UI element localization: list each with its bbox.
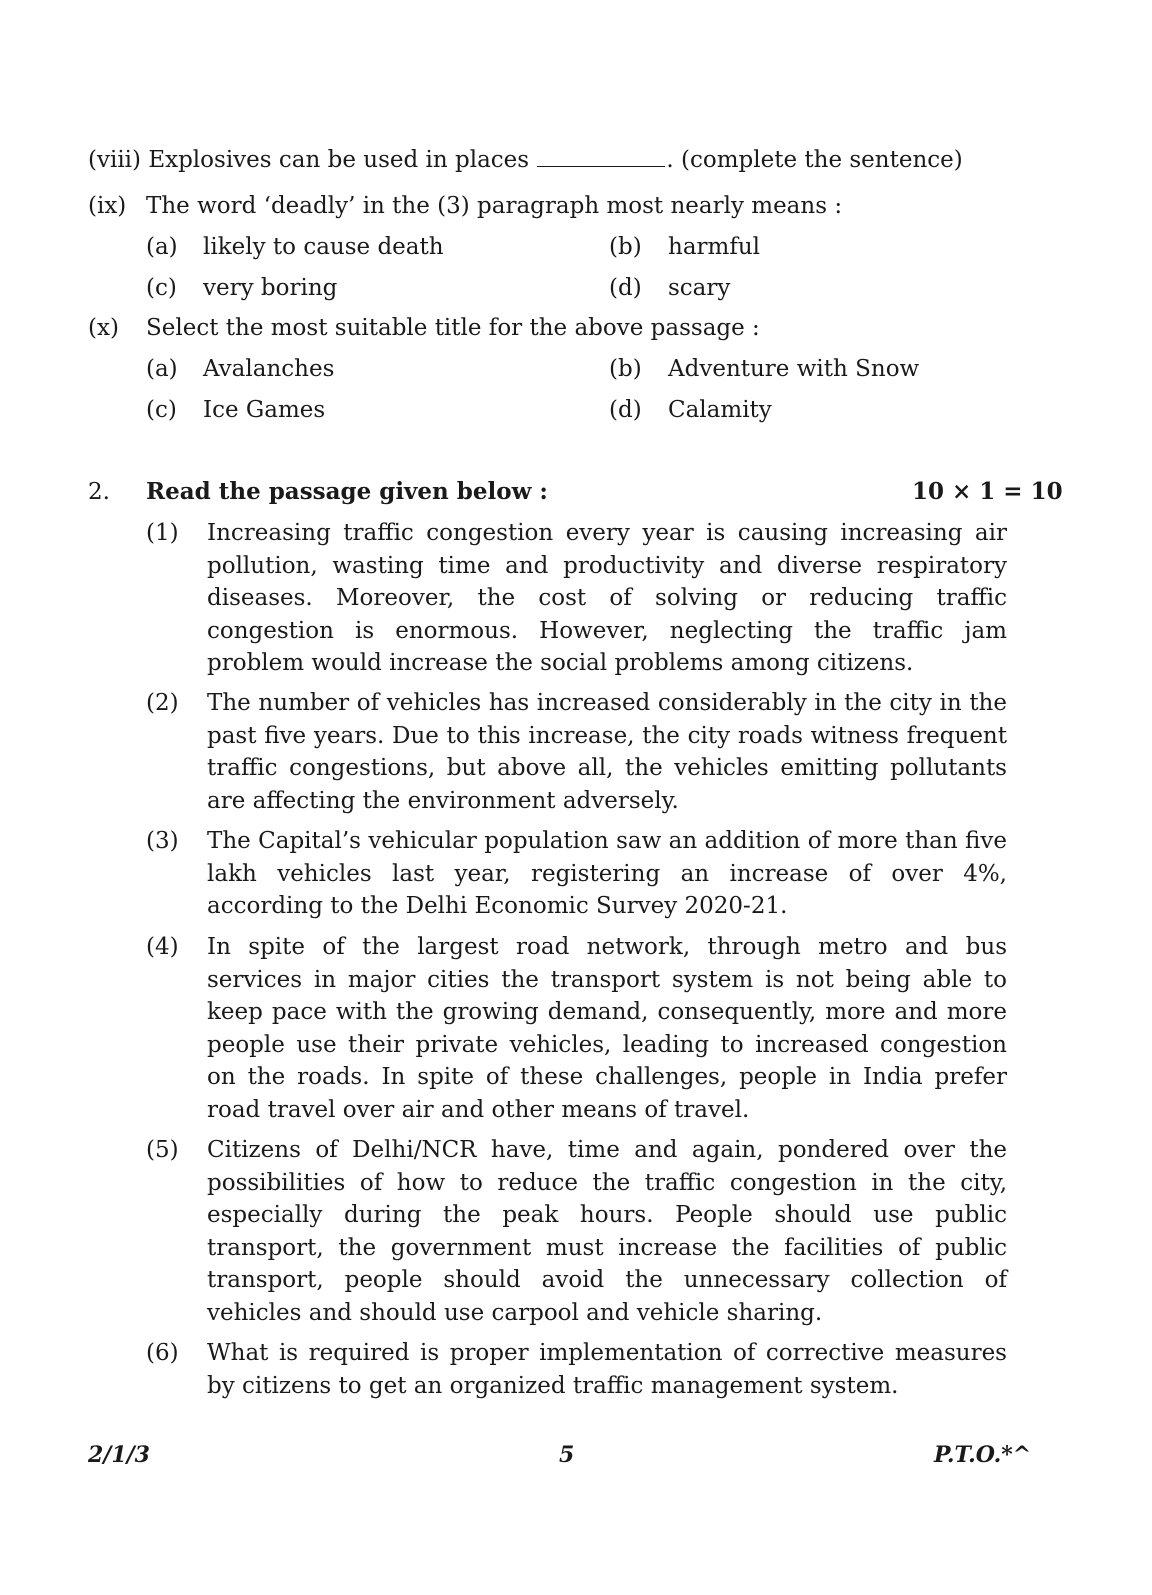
paragraph-number: (3) bbox=[146, 828, 179, 854]
pto-label: P.T.O.*^ bbox=[934, 1442, 1032, 1468]
passage-paragraph: What is required is proper implementation of corrective measures by citizens to get an organized traffic management system. bbox=[207, 1340, 1007, 1399]
option-letter: (c) bbox=[146, 275, 177, 301]
question-number: (viii) bbox=[88, 147, 142, 173]
question-2-heading: Read the passage given below : bbox=[146, 478, 548, 505]
option-text: harmful bbox=[668, 234, 761, 260]
passage-paragraph: Increasing traffic congestion every year is causing increasing air pollution, wasting time and productivity and diverse respiratory diseases. Moreover, the cost of solving or reducing traffic congestion is enormous. However, neglecting the traffic jam problem would increase the social problems among citizens. bbox=[207, 520, 1007, 676]
option-letter: (b) bbox=[609, 356, 642, 382]
passage-paragraph: Citizens of Delhi/NCR have, time and again, pondered over the possibilities of how to reduce the traffic congestion in the city, especially during the peak hours. People should use public transport, the government must increase the facilities of public transport, people should avoid the unnecessary collection of vehicles and should use carpool and vehicle sharing. bbox=[207, 1137, 1007, 1326]
question-x-text: Select the most suitable title for the above passage : bbox=[146, 315, 760, 341]
paragraph-number: (2) bbox=[146, 690, 179, 716]
page-number: 5 bbox=[559, 1442, 575, 1468]
paragraph-number: (1) bbox=[146, 520, 179, 546]
question-ix-number: (ix) bbox=[88, 193, 127, 219]
option-letter: (b) bbox=[609, 234, 642, 260]
question-text: Explosives can be used in places bbox=[148, 147, 530, 173]
question-2-number: 2. bbox=[88, 479, 110, 505]
paragraph-number: (5) bbox=[146, 1137, 179, 1163]
option-letter: (d) bbox=[609, 397, 642, 423]
option-text: Avalanches bbox=[203, 356, 335, 382]
option-letter: (a) bbox=[146, 356, 178, 382]
question-viii bbox=[88, 144, 963, 176]
question-x-number: (x) bbox=[88, 315, 119, 341]
passage-paragraph: In spite of the largest road network, through metro and bus services in major cities the transport system is not being able to keep pace with the growing demand, consequently, more and more people use their private vehicles, leading to increased congestion on the roads. In spite of these challenges, people in India prefer road travel over air and other means of travel. bbox=[207, 934, 1007, 1123]
option-letter: (a) bbox=[146, 234, 178, 260]
option-letter: (d) bbox=[609, 275, 642, 301]
option-text: Calamity bbox=[668, 397, 772, 423]
option-text: very boring bbox=[203, 275, 338, 301]
paragraph-number: (6) bbox=[146, 1340, 179, 1366]
option-text: Adventure with Snow bbox=[668, 356, 920, 382]
option-letter: (c) bbox=[146, 397, 177, 423]
fill-in-blank bbox=[537, 146, 665, 167]
passage-paragraph: The number of vehicles has increased considerably in the city in the past five years. Due to this increase, the city roads witness frequent traffic congestions, but above all, the vehicles emitting pollutants are affecting the environment adversely. bbox=[207, 690, 1007, 814]
marks-label: 10 × 1 = 10 bbox=[912, 478, 1063, 505]
option-text: scary bbox=[668, 275, 731, 301]
passage-paragraph: The Capital’s vehicular population saw an addition of more than five lakh vehicles last year, registering an increase of over 4%, according to the Delhi Economic Survey 2020-21. bbox=[207, 828, 1007, 919]
option-text: likely to cause death bbox=[203, 234, 444, 260]
paper-code: 2/1/3 bbox=[88, 1442, 150, 1468]
question-text-end: . (complete the sentence) bbox=[666, 147, 963, 173]
paragraph-number: (4) bbox=[146, 934, 179, 960]
option-text: Ice Games bbox=[203, 397, 326, 423]
question-ix-text: The word ‘deadly’ in the (3) paragraph most nearly means : bbox=[146, 193, 843, 219]
